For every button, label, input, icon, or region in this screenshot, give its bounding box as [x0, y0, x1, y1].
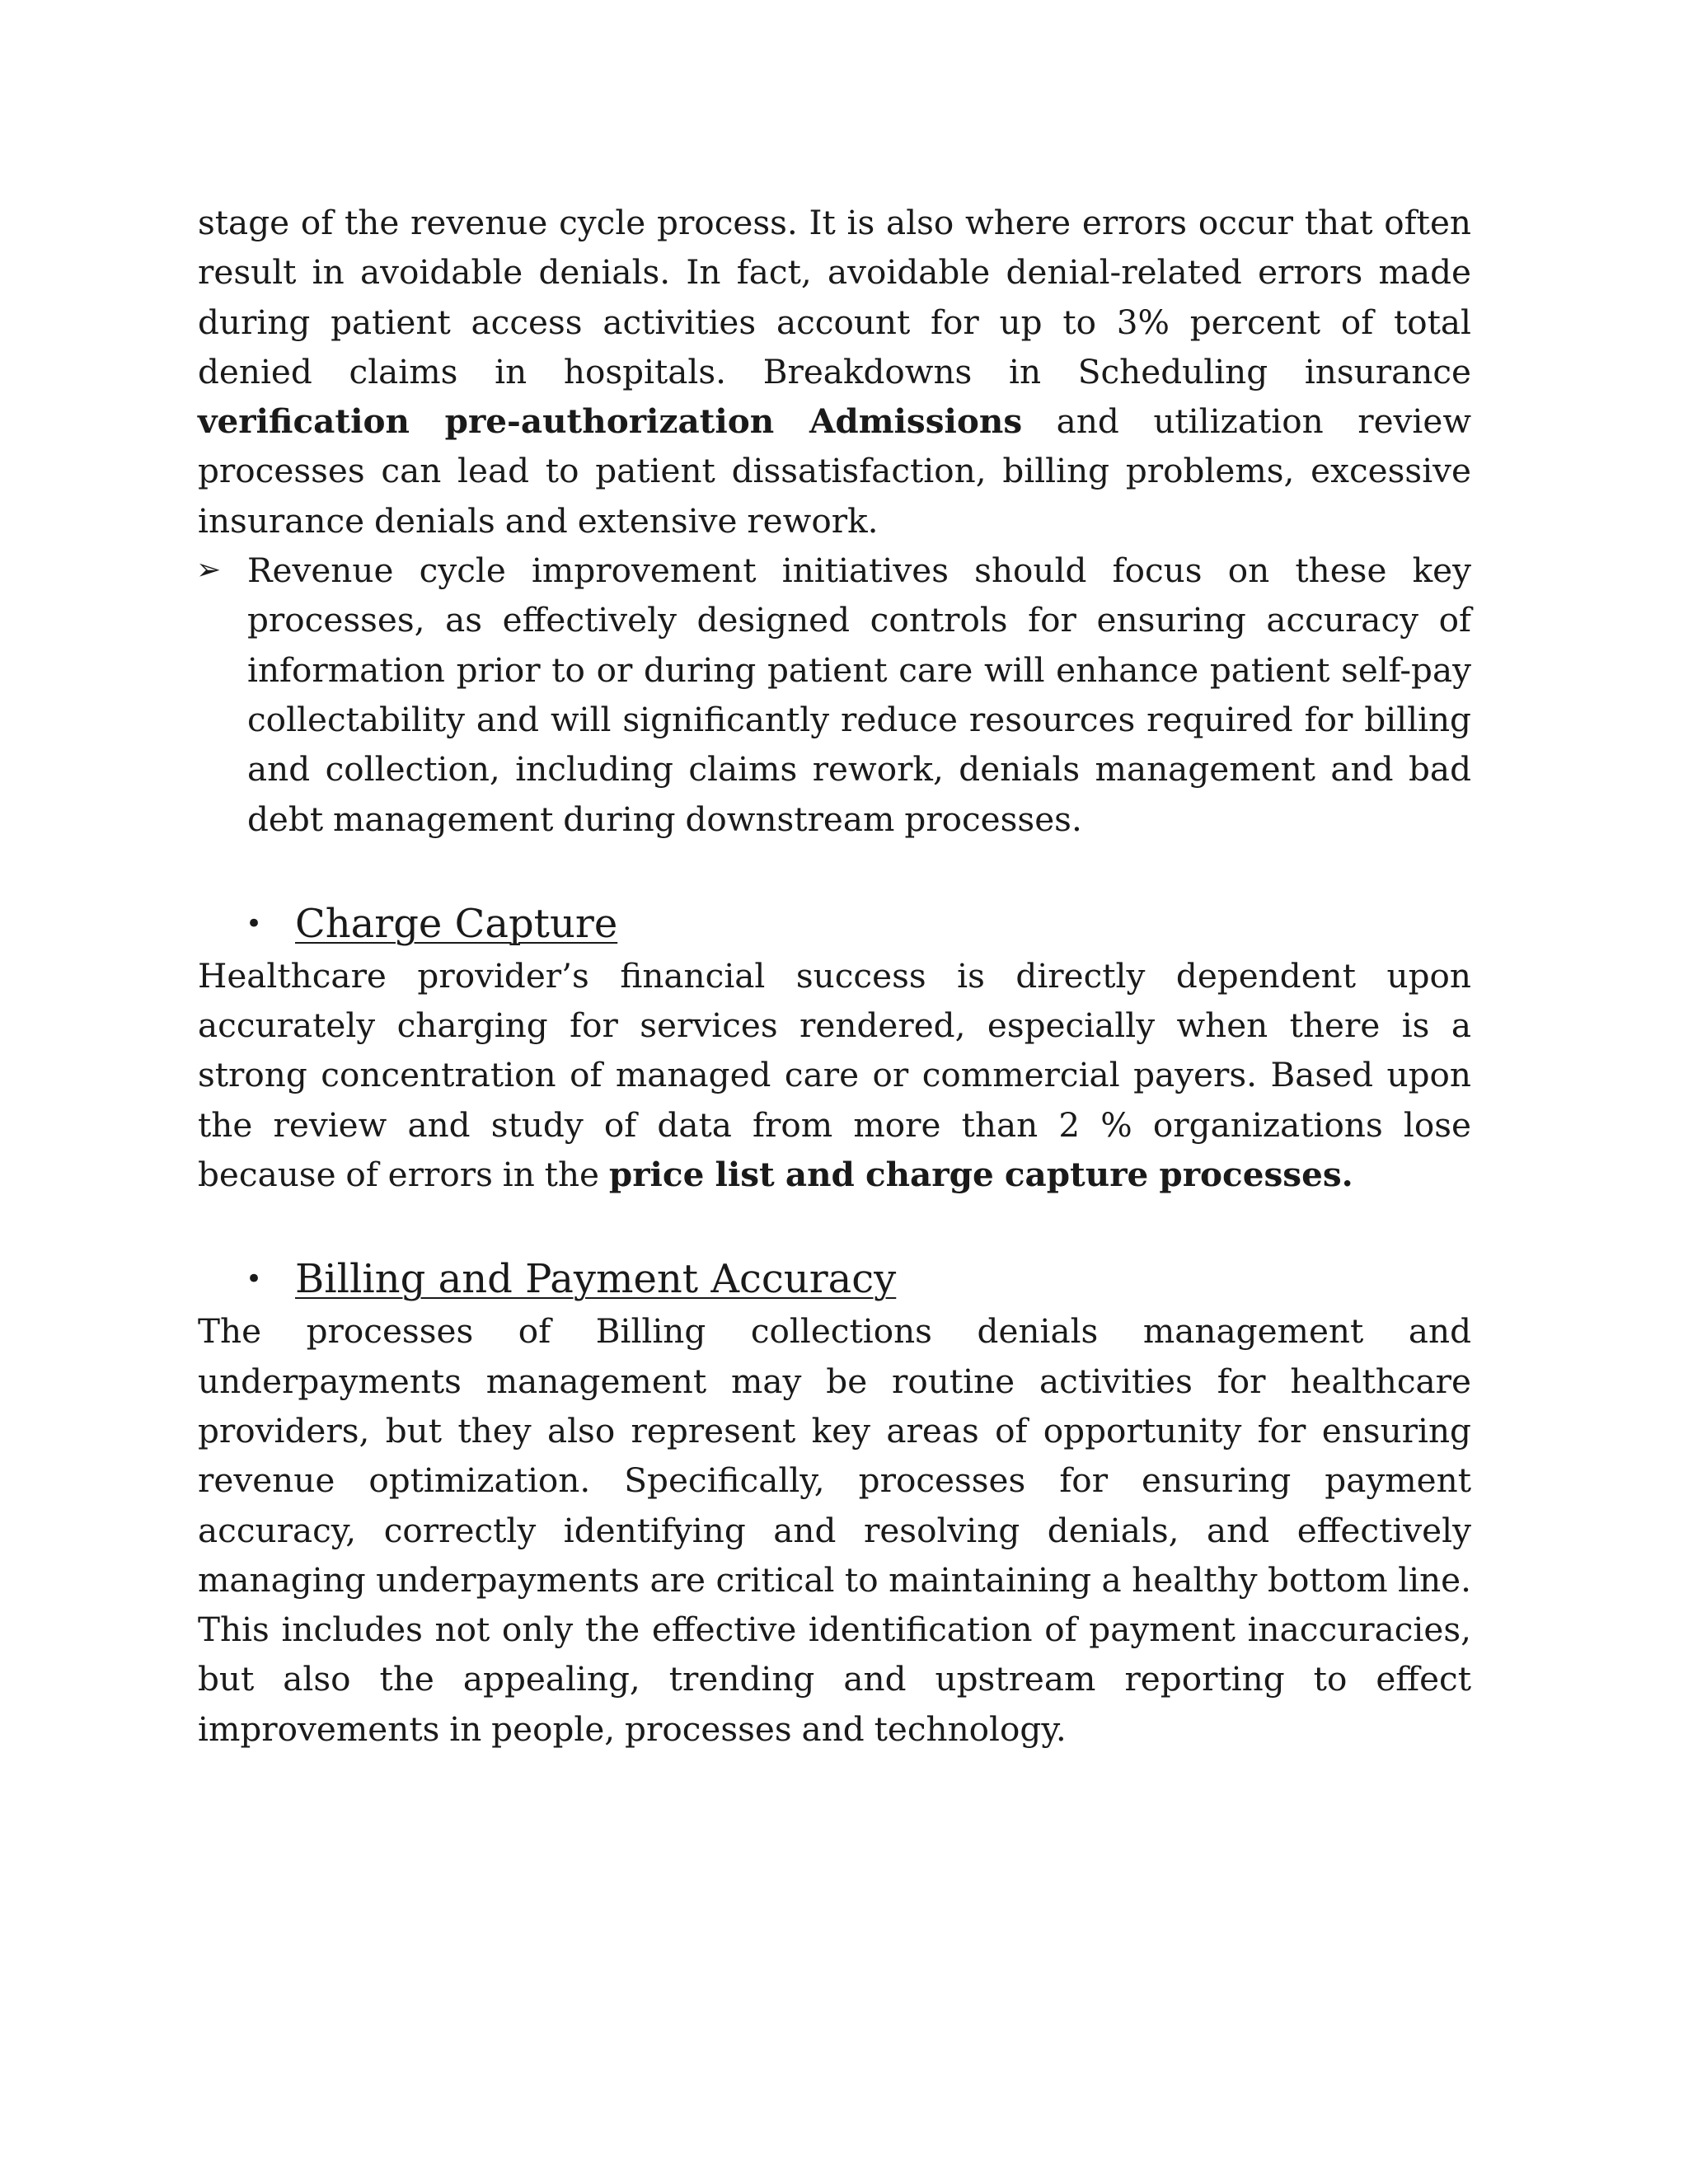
intro-text-1: stage of the revenue cycle process. It is also where errors occur that often result in avoidable denials. In fact, avoidable denial-related errors made during patient access activities account for up to 3% percent of total denied claims in hospitals. Breakdowns in Scheduling insurance [198, 203, 1471, 391]
bullet-icon: • [246, 907, 263, 940]
billing-heading [198, 1252, 1471, 1306]
arrow-list-item [198, 546, 1471, 844]
intro-text-2: and utilization review processes can lead to patient dissatisfaction, billing problems, excessive insurance denials and extensive rework. [198, 401, 1472, 541]
billing-paragraph: The processes of Billing collections denials management and underpayments management may be routine activities for healthcare providers, but they also represent key areas of opportunity for ensuring revenue optimization. Specifically, processes for ensuring payment accuracy, correctly identifying and resolving denials, and effectively managing underpayments are critical to maintaining a healthy bottom line. This includes not only the effective identification of payment inaccuracies, but also the appealing, trending and upstream reporting to effect improvements in people, processes and technology. [198, 1311, 1471, 1749]
intro-bold-text: verification pre-authorization Admissions [198, 401, 1023, 442]
arrow-bullet-icon: ➢ [196, 553, 222, 588]
charge-capture-title: Charge Capture [295, 900, 618, 947]
arrow-item-text: Revenue cycle improvement initiatives should focus on these key processes, as effectively designed controls for ensuring accuracy of information prior to or during patient care will enhance patient self-pay collectability and will significantly reduce resources required for billing and collection, including claims rework, denials management and bad debt management during downstream processes. [247, 551, 1471, 839]
charge-capture-text: Healthcare provider’s financial success is directly dependent upon accurately charging for services rendered, especially when there is a strong concentration of managed care or commercial payers. Based upon the review and study of data from more than 2 % organizations lose because of errors in the [198, 955, 1471, 1195]
charge-capture-heading [198, 897, 1471, 951]
charge-capture-bold-text: price list and charge capture processes. [608, 1155, 1353, 1195]
charge-capture-section [198, 897, 1471, 1199]
intro-paragraph [198, 198, 1471, 546]
billing-title: Billing and Payment Accuracy [295, 1256, 897, 1303]
charge-capture-paragraph [198, 951, 1471, 1199]
billing-section [198, 1252, 1471, 1754]
document-page [198, 198, 1471, 1754]
bullet-icon: • [246, 1263, 263, 1296]
